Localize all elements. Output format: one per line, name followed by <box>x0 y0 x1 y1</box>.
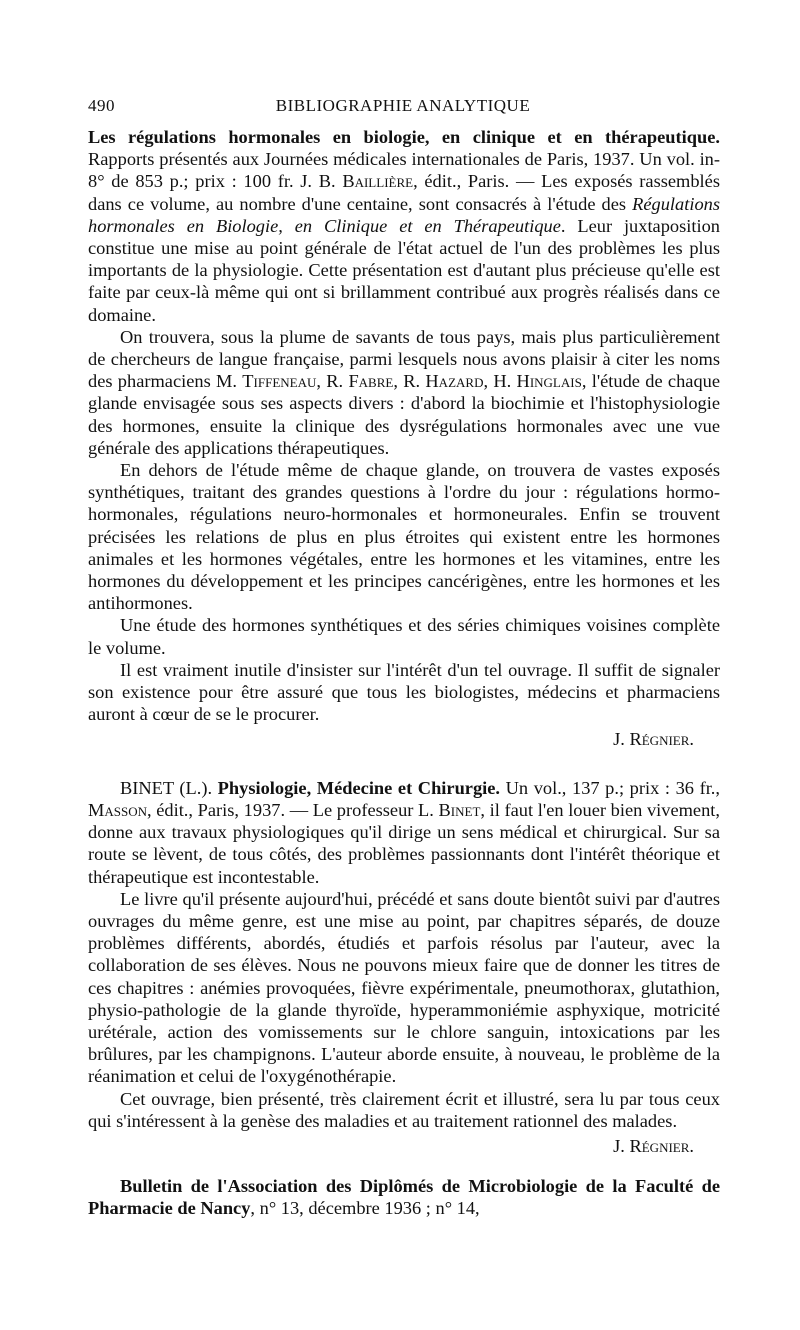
publisher-name: Masson <box>88 799 147 820</box>
review-3-paragraph-1: Bulletin de l'Association des Diplômés de Microbiologie de la Faculté de Pharmacie de Nancy, n° 13, décembre 1936 ; n° 14, <box>88 1176 720 1219</box>
review-1-paragraph-5: Il est vraiment inutile d'insister sur l'intérêt d'un tel ouvrage. Il suffit de signaler son existence pour être assuré que tous les biologistes, médecins et pharmaciens auront à cœur de se le procurer. <box>88 659 720 725</box>
review-1-title: Les régulations hormonales en biologie, en clinique et en thérapeutique. <box>88 127 720 147</box>
running-title: BIBLIOGRAPHIE ANALYTIQUE <box>275 96 531 115</box>
publisher-name: Baillière <box>342 171 414 192</box>
review-1-paragraph-4: Une étude des hormones synthétiques et des séries chimiques voisines complète le volume. <box>88 615 720 658</box>
review-2-paragraph-3: Cet ouvrage, bien présenté, très clairement écrit et illustré, sera lu par tous ceux qui s'intéressent à la genèse des maladies et au traitement rationnel des malades. <box>88 1088 720 1131</box>
review-1-paragraph-1: Les régulations hormonales en biologie, en clinique et en thérapeutique. Rapports présentés aux Journées médicales internationales de Paris, 1937. Un vol. in-8° de 853 p.; prix : 100 fr. J. B. Baillière, édit., Paris. — Les exposés rassemblés dans ce volume, au nombre d'une centaine, sont consacrés à l'étude des Régulations hormonales en Biologie, en Clinique et en Thérapeutique. Leur juxtaposition constitue une mise au point générale de l'état actuel de l'un des problèmes les plus importants de la physiologie. Cette présentation est d'autant plus précieuse qu'elle est faite par ceux-là même qui ont si brillamment contribué aux progrès réalisés dans ce domaine. <box>88 127 720 325</box>
section-gap <box>88 751 720 777</box>
page-header <box>88 96 718 120</box>
review-2-signature: J. Régnier. <box>613 1135 694 1156</box>
review-1-signature: J. Régnier. <box>613 729 694 750</box>
italic-book-title: Régulations hormonales en Biologie, en Clinique et en Thérapeutique <box>88 193 720 236</box>
review-2-paragraph-2: Le livre qu'il présente aujourd'hui, précédé et sans doute bientôt suivi par d'autres ouvrages du même genre, est une mise au point, par chapitres séparés, de douze problèmes différents, abordés, étudiés et parfois résolus par l'auteur, avec la collaboration de ses élèves. Nous ne pouvons mieux faire que de donner les titres de ces chapitres : anémies provoquées, fièvre expérimentale, pneumothorax, glutathion, physio-pathologie de la glande thyroïde, hyperammoniémie asphyxique, motricité urétérale, action des vomissements sur le chlore sanguin, intoxications par les brûlures, par les champignons. L'auteur aborde ensuite, à nouveau, le problème de la réanimation et celui de l'oxygénothérapie. <box>88 888 720 1087</box>
section-gap <box>88 1157 720 1175</box>
review-1-paragraph-3: En dehors de l'étude même de chaque glande, on trouvera de vastes exposés synthétiques, traitant des grandes questions à l'ordre du jour : régulations hormo-hormonales, régulations neuro-hormonales et hormoneurales. Enfin se trouvent précisées les relations de plus en plus étroites qui existent entre les hormones animales et les hormones végétales, entre les hormones et les vitamines, entre les hormones du développement et les principes cancérigènes, entre les hormones et les antihormones. <box>88 460 720 614</box>
text-column <box>88 126 720 1220</box>
review-1-paragraph-2: On trouvera, sous la plume de savants de tous pays, mais plus particulièrement de chercheurs de langue française, parmi lesquels nous avons plaisir à citer les noms des pharmaciens M. Tiffeneau, R. Fabre, R. Hazard, H. Hinglais, l'étude de chaque glande envisagée sous ses aspects divers : d'abord la biochimie et l'histophysiologie des hormones, ensuite la clinique des dysrégulations hormonales avec une vue générale des applications thérapeutiques. <box>88 326 720 458</box>
review-2-paragraph-1: BINET (L.). Physiologie, Médecine et Chirurgie. Un vol., 137 p.; prix : 36 fr., Masson, édit., Paris, 1937. — Le professeur L. Binet, il faut l'en louer bien vivement, donne aux travaux physiologiques qu'il dirige un sens médical et chirurgical. Sur sa route se lèvent, de tous côtés, des problèmes passionnants dont l'intérêt théorique et thérapeutique est incontestable. <box>88 777 720 887</box>
page-number: 490 <box>88 96 115 115</box>
review-2-title: Physiologie, Médecine et Chirurgie. <box>217 777 501 798</box>
review-2-author: BINET (L.). <box>120 777 218 798</box>
review-3-title: Bulletin de l'Association des Diplômés de Microbiologie de la Faculté de Pharmacie de Nancy <box>88 1176 720 1219</box>
